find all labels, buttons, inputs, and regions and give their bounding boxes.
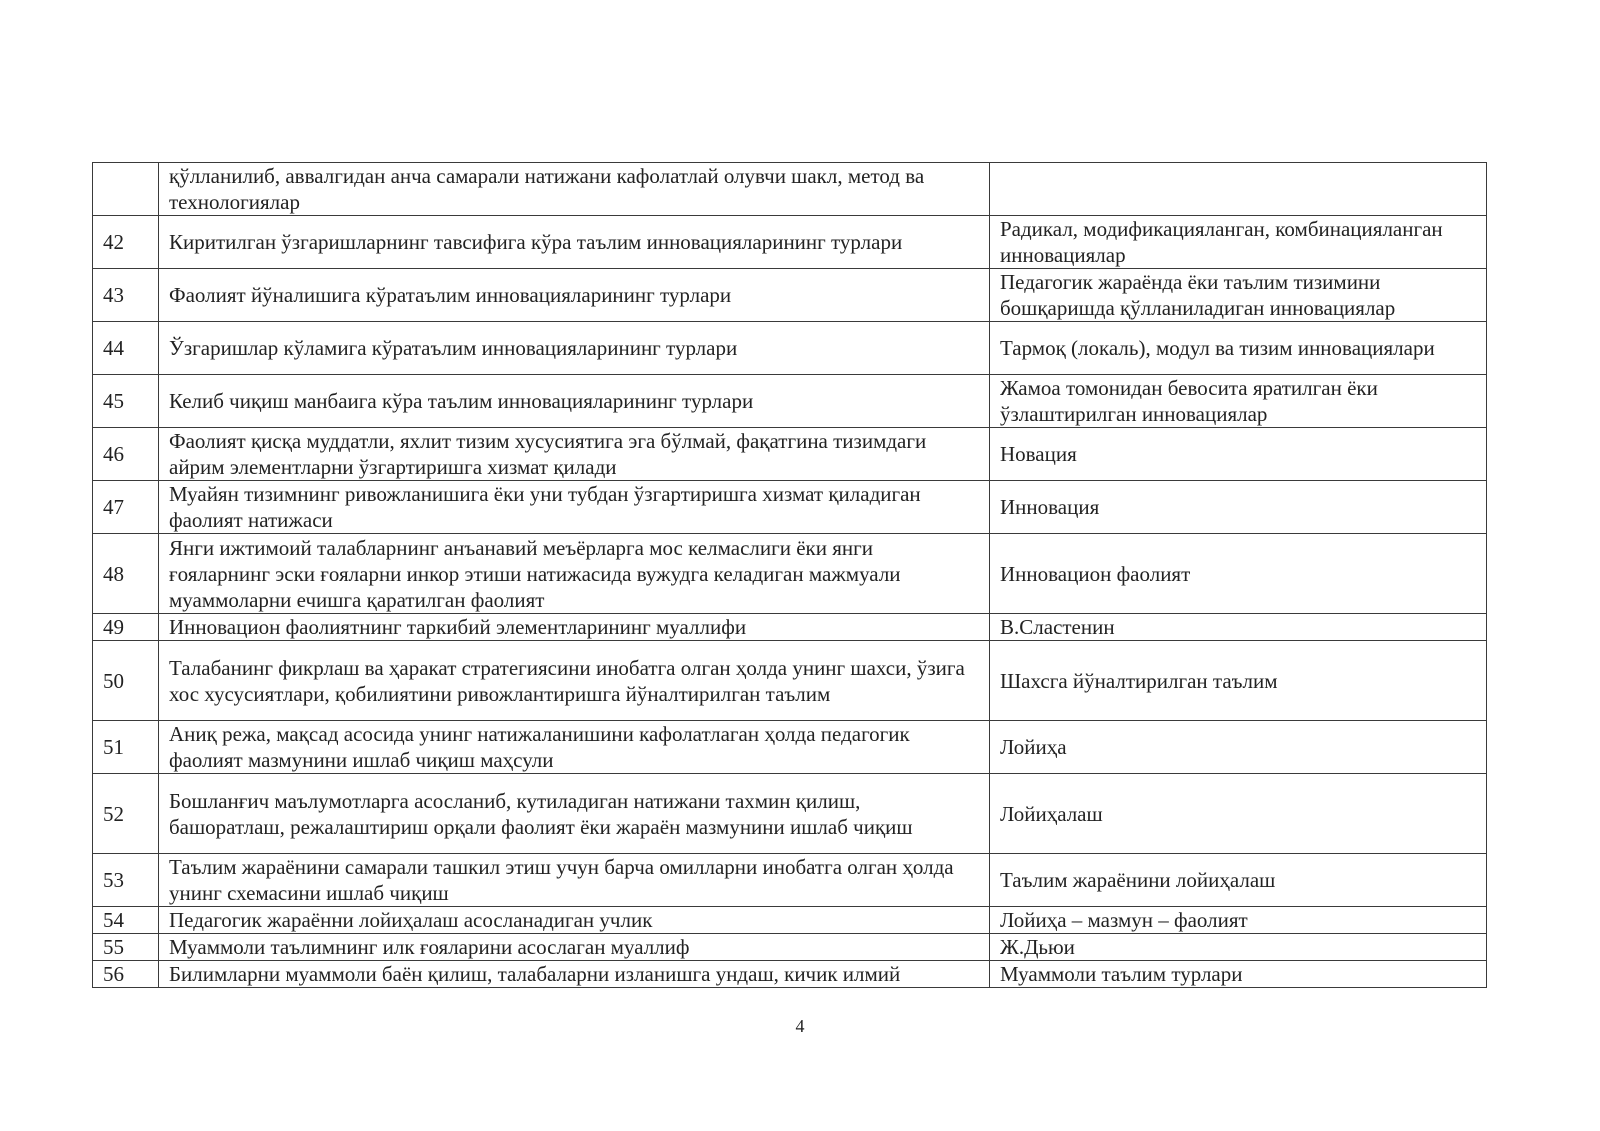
row-answer: Таълим жараёнини лойиҳалаш <box>990 854 1487 907</box>
table-row <box>93 481 1487 534</box>
row-question: Келиб чиқиш манбаига кўра таълим инновацияларининг турлари <box>159 375 990 428</box>
row-question: қўлланилиб, аввалгидан анча самарали натижани кафолатлай олувчи шакл, метод ва технологиялар <box>159 163 990 216</box>
row-number <box>93 163 159 216</box>
table-row <box>93 641 1487 721</box>
row-question: Таълим жараёнини самарали ташкил этиш учун барча омилларни инобатга олган ҳолда унинг схемасини ишлаб чиқиш <box>159 854 990 907</box>
table-row <box>93 614 1487 641</box>
row-number: 42 <box>93 216 159 269</box>
table-row <box>93 216 1487 269</box>
row-number: 49 <box>93 614 159 641</box>
row-answer: Лойиҳа – мазмун – фаолият <box>990 907 1487 934</box>
table-row <box>93 907 1487 934</box>
row-number: 55 <box>93 934 159 961</box>
row-answer: Инновацион фаолият <box>990 534 1487 614</box>
row-question: Талабанинг фикрлаш ва ҳаракат стратегиясини инобатга олган ҳолда унинг шахси, ўзига хос хусусиятлари, қобилиятини ривожлантиришга йўналтирилган таълим <box>159 641 990 721</box>
row-number: 46 <box>93 428 159 481</box>
row-number: 50 <box>93 641 159 721</box>
row-number: 56 <box>93 961 159 988</box>
row-answer: Педагогик жараёнда ёки таълим тизимини бошқаришда қўлланиладиган инновациялар <box>990 269 1487 322</box>
row-question: Муаммоли таълимнинг илк ғояларини асослаган муаллиф <box>159 934 990 961</box>
row-question: Ўзгаришлар кўламига кўратаълим инновацияларининг турлари <box>159 322 990 375</box>
row-answer: Муаммоли таълим турлари <box>990 961 1487 988</box>
row-question: Янги ижтимоий талабларнинг анъанавий меъёрларга мос келмаслиги ёки янги ғояларнинг эски ғояларни инкор этиши натижасида вужудга келадиган мажмуали муаммоларни ечишга қаратилган фаолият <box>159 534 990 614</box>
row-question: Билимларни муаммоли баён қилиш, талабаларни изланишга ундаш, кичик илмий <box>159 961 990 988</box>
row-answer: Тармоқ (локаль), модул ва тизим инновациялари <box>990 322 1487 375</box>
row-number: 52 <box>93 774 159 854</box>
row-answer: Лойиҳа <box>990 721 1487 774</box>
row-answer: Шахсга йўналтирилган таълим <box>990 641 1487 721</box>
row-number: 47 <box>93 481 159 534</box>
table-row <box>93 774 1487 854</box>
row-number: 43 <box>93 269 159 322</box>
row-number: 45 <box>93 375 159 428</box>
row-answer: Новация <box>990 428 1487 481</box>
table-row <box>93 934 1487 961</box>
row-question: Инновацион фаолиятнинг таркибий элементларининг муаллифи <box>159 614 990 641</box>
row-number: 48 <box>93 534 159 614</box>
row-answer: Инновация <box>990 481 1487 534</box>
row-answer: Радикал, модификацияланган, комбинацияланган инновациялар <box>990 216 1487 269</box>
row-answer: Жамоа томонидан бевосита яратилган ёки ўзлаштирилган инновациялар <box>990 375 1487 428</box>
row-number: 44 <box>93 322 159 375</box>
table-row <box>93 375 1487 428</box>
row-answer <box>990 163 1487 216</box>
table-row <box>93 322 1487 375</box>
row-number: 51 <box>93 721 159 774</box>
row-question: Бошланғич маълумотларга асосланиб, кутиладиган натижани тахмин қилиш, башоратлаш, режалаштириш орқали фаолият ёки жараён мазмунини ишлаб чиқиш <box>159 774 990 854</box>
table-row <box>93 269 1487 322</box>
table-row <box>93 163 1487 216</box>
page-number: 4 <box>795 1016 805 1036</box>
row-question: Педагогик жараённи лойиҳалаш асосланадиган учлик <box>159 907 990 934</box>
row-question: Киритилган ўзгаришларнинг тавсифига кўра таълим инновацияларининг турлари <box>159 216 990 269</box>
table-row <box>93 428 1487 481</box>
table-row <box>93 961 1487 988</box>
row-answer: В.Сластенин <box>990 614 1487 641</box>
row-question: Муайян тизимнинг ривожланишига ёки уни тубдан ўзгартиришга хизмат қиладиган фаолият натижаси <box>159 481 990 534</box>
row-number: 53 <box>93 854 159 907</box>
row-answer: Лойиҳалаш <box>990 774 1487 854</box>
row-question: Фаолият йўналишига кўратаълим инновацияларининг турлари <box>159 269 990 322</box>
terms-table <box>92 162 1487 988</box>
row-question: Фаолият қисқа муддатли, яхлит тизим хусусиятига эга бўлмай, фақатгина тизимдаги айрим элементларни ўзгартиришга хизмат қилади <box>159 428 990 481</box>
table-row <box>93 534 1487 614</box>
row-number: 54 <box>93 907 159 934</box>
table-row <box>93 854 1487 907</box>
row-question: Аниқ режа, мақсад асосида унинг натижаланишини кафолатлаган ҳолда педагогик фаолият мазмунини ишлаб чиқиш маҳсули <box>159 721 990 774</box>
row-answer: Ж.Дьюи <box>990 934 1487 961</box>
table-row <box>93 721 1487 774</box>
